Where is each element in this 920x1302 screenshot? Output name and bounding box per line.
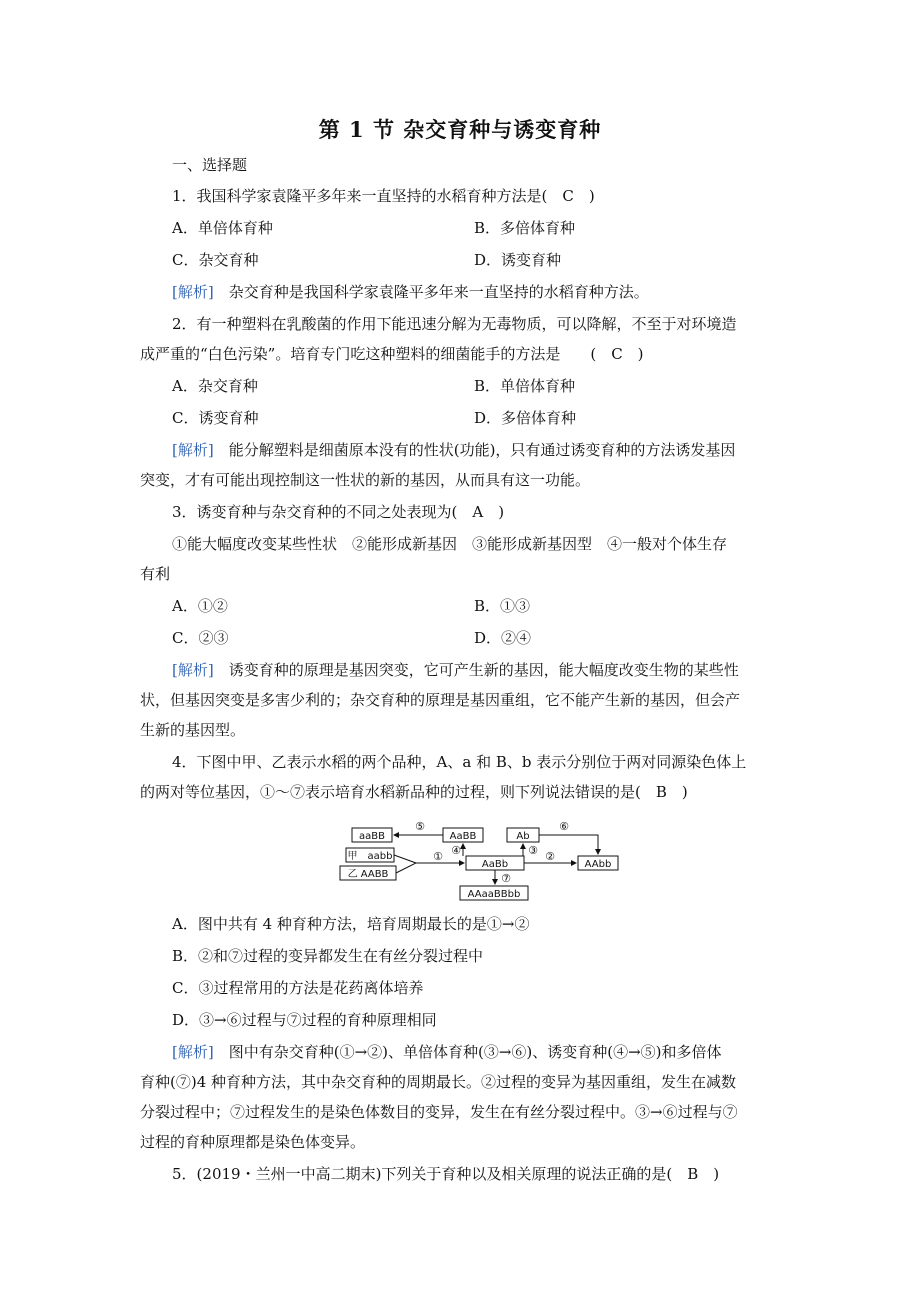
q3-analysis-text: 诱变育种的原理是基因突变，它可产生新的基因，能大幅度改变生物的某些性 (213, 661, 739, 679)
label-aaBB: aaBB (359, 831, 385, 842)
q1-stem: 1．我国科学家袁隆平多年来一直坚持的水稻育种方法是( C ) (172, 187, 595, 205)
step-2: ② (545, 850, 555, 863)
q3-options-2: 有利 (140, 565, 171, 583)
q4-stem-2: 的两对等位基因，①～⑦表示培育水稻新品种的过程，则下列说法错误的是( B ) (140, 783, 688, 801)
q3-analysis-2: 状，但基因突变是多害少利的；杂交育种的原理是基因重组，它不能产生新的基因，但会产 (140, 691, 741, 709)
q3-option-d: D．②④ (474, 629, 532, 647)
q1-option-b: B．多倍体育种 (474, 219, 576, 237)
q3-option-a: A．①② (172, 597, 228, 615)
q2-analysis-text: 能分解塑料是细菌原本没有的性状(功能)，只有通过诱变育种的方法诱发基因 (213, 441, 736, 459)
q2-analysis-1 (172, 440, 735, 460)
analysis-tag: [解析] (172, 1043, 214, 1061)
q3-option-c: C．②③ (172, 629, 229, 647)
step-7: ⑦ (501, 872, 511, 885)
q4-analysis-4: 过程的育种原理都是染色体变异。 (140, 1133, 366, 1151)
q2-option-d: D．多倍体育种 (474, 409, 577, 427)
label-AAaaBBbb: AAaaBBbb (467, 889, 521, 900)
q2-stem-1: 2．有一种塑料在乳酸菌的作用下能迅速分解为无毒物质，可以降解，不至于对环境造 (172, 315, 737, 333)
q2-stem-2: 成严重的“白色污染”。培育专门吃这种塑料的细菌能手的方法是 ( C ) (140, 345, 644, 363)
q3-analysis-3: 生新的基因型。 (140, 721, 246, 739)
cross-lines (394, 855, 416, 873)
q3-option-b: B．①③ (474, 597, 531, 615)
q2-option-a: A．杂交育种 (172, 377, 258, 395)
q1-option-a: A．单倍体育种 (172, 219, 273, 237)
label-AaBB: AaBB (449, 831, 477, 842)
q4-analysis-3: 分裂过程中；⑦过程发生的是染色体数目的变异，发生在有丝分裂过程中。③→⑥过程与⑦ (140, 1103, 738, 1121)
q4-analysis-2: 育种(⑦)4 种育种方法，其中杂交育种的周期最长。②过程的变异为基因重组，发生在减数 (140, 1073, 737, 1091)
label-AAbb: AAbb (584, 859, 612, 870)
analysis-tag: [解析] (172, 283, 214, 301)
q4-option-c: C．③过程常用的方法是花药离体培养 (172, 979, 424, 997)
step-1: ① (433, 850, 443, 863)
label-AaBb: AaBb (481, 859, 509, 870)
step-3: ③ (528, 844, 538, 857)
page-title: 第 1 节 杂交育种与诱变育种 (318, 117, 602, 142)
q5-stem: 5．(2019・兰州一中高二期末)下列关于育种以及相关原理的说法正确的是( B ) (172, 1165, 720, 1183)
label-Ab: Ab (516, 831, 530, 842)
q2-option-c: C．诱变育种 (172, 409, 259, 427)
q3-stem: 3．诱变育种与杂交育种的不同之处表现为( A ) (172, 503, 505, 521)
q4-analysis-text: 图中有杂交育种(①→②)、单倍体育种(③→⑥)、诱变育种(④→⑤)和多倍体 (213, 1043, 722, 1061)
analysis-tag: [解析] (172, 661, 214, 679)
q4-option-d: D．③→⑥过程与⑦过程的育种原理相同 (172, 1011, 437, 1029)
q3-options-1: ①能大幅度改变某些性状 ②能形成新基因 ③能形成新基因型 ④一般对个体生存 (172, 535, 728, 553)
q1-option-c: C．杂交育种 (172, 251, 259, 269)
step-6: ⑥ (559, 820, 569, 833)
q2-option-b: B．单倍体育种 (474, 377, 576, 395)
step-4: ④ (451, 844, 461, 857)
q2-analysis-2: 突变，才有可能出现控制这一性状的新的基因，从而具有这一功能。 (140, 471, 591, 489)
q1-analysis (172, 282, 649, 302)
section-heading: 一、选择题 (172, 156, 248, 174)
q3-analysis-1 (172, 660, 739, 680)
q1-option-d: D．诱变育种 (474, 251, 562, 269)
q4-option-a: A．图中共有 4 种育种方法，培育周期最长的是①→② (172, 915, 530, 933)
q1-analysis-text: 杂交育种是我国科学家袁隆平多年来一直坚持的水稻育种方法。 (213, 283, 649, 301)
analysis-tag: [解析] (172, 441, 214, 459)
q4-stem-1: 4．下图中甲、乙表示水稻的两个品种，A、a 和 B、b 表示分别位于两对同源染色体上 (172, 753, 747, 771)
q4-option-b: B．②和⑦过程的变异都发生在有丝分裂过程中 (172, 947, 484, 965)
label-yi: 乙 AABB (347, 869, 389, 880)
label-jia: 甲 aabb (347, 851, 393, 862)
step-5: ⑤ (415, 820, 425, 833)
breeding-diagram (330, 818, 630, 902)
q4-analysis-1 (172, 1042, 722, 1062)
